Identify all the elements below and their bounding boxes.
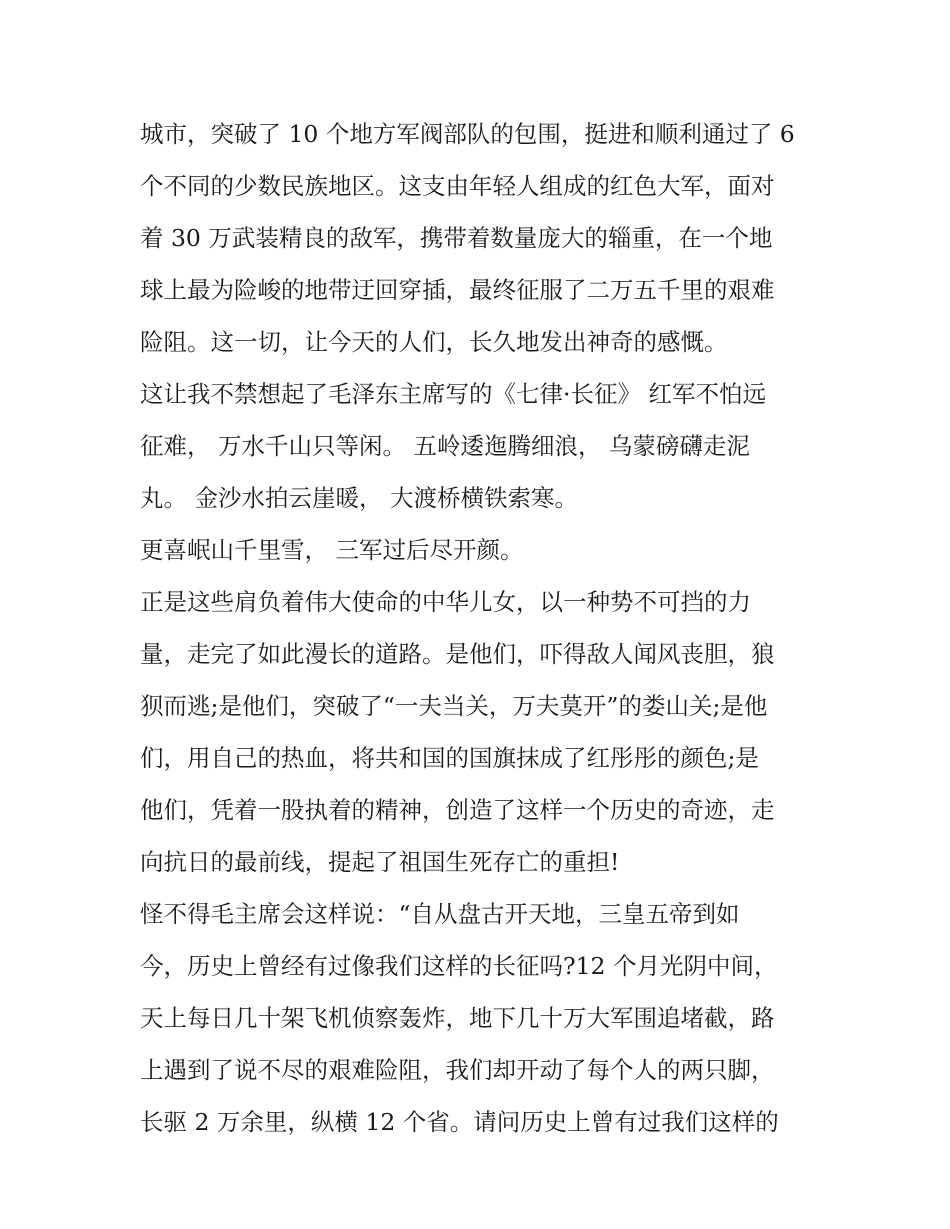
text-line: 更喜岷山千里雪， 三军过后尽开颜。 [140,536,524,564]
text-line: 今，历史上曾经有过像我们这样的长征吗?12 个月光阴中间， [140,952,778,980]
text-line: 正是这些肩负着伟大使命的中华儿女，以一种势不可挡的力 [140,588,751,616]
text-line: 这让我不禁想起了毛泽东主席写的《七律·长征》 红军不怕远 [140,380,766,408]
text-line: 他们，凭着一股执着的精神，创造了这样一个历史的奇迹，走 [140,796,775,824]
body-text [140,108,820,1148]
text-line: 着 30 万武装精良的敌军，携带着数量庞大的辎重，在一个地 [140,224,773,252]
text-line: 丸。 金沙水拍云崖暖， 大渡桥横铁索寒。 [140,484,578,512]
text-line: 城市，突破了 10 个地方军阀部队的包围，挺进和顺利通过了 6 [140,120,795,148]
text-line: 长驱 2 万余里，纵横 12 个省。请问历史上曾有过我们这样的 [140,1108,779,1136]
text-line: 上遇到了说不尽的艰难险阻，我们却开动了每个人的两只脚， [140,1056,775,1084]
text-line: 怪不得毛主席会这样说：“自从盘古开天地，三皇五帝到如 [140,900,740,928]
text-line: 们，用自己的热血，将共和国的国旗抹成了红彤彤的颜色;是 [140,744,759,772]
text-line: 量，走完了如此漫长的道路。是他们，吓得敌人闻风丧胆，狼 [140,640,775,668]
text-line: 向抗日的最前线，提起了祖国生死存亡的重担! [140,848,620,876]
text-line: 征难， 万水千山只等闲。 五岭逶迤腾细浪， 乌蒙磅礴走泥 [140,432,750,460]
text-line: 天上每日几十架飞机侦察轰炸，地下几十万大军围追堵截，路 [140,1004,775,1032]
text-line: 球上最为险峻的地带迂回穿插，最终征服了二万五千里的艰难 [140,276,775,304]
text-line: 险阻。这一切，让今天的人们，长久地发出神奇的感慨。 [140,328,728,356]
text-line: 个不同的少数民族地区。这支由年轻人组成的红色大军，面对 [140,172,775,200]
text-line: 狈而逃;是他们，突破了“一夫当关，万夫莫开”的娄山关;是他 [140,692,768,720]
